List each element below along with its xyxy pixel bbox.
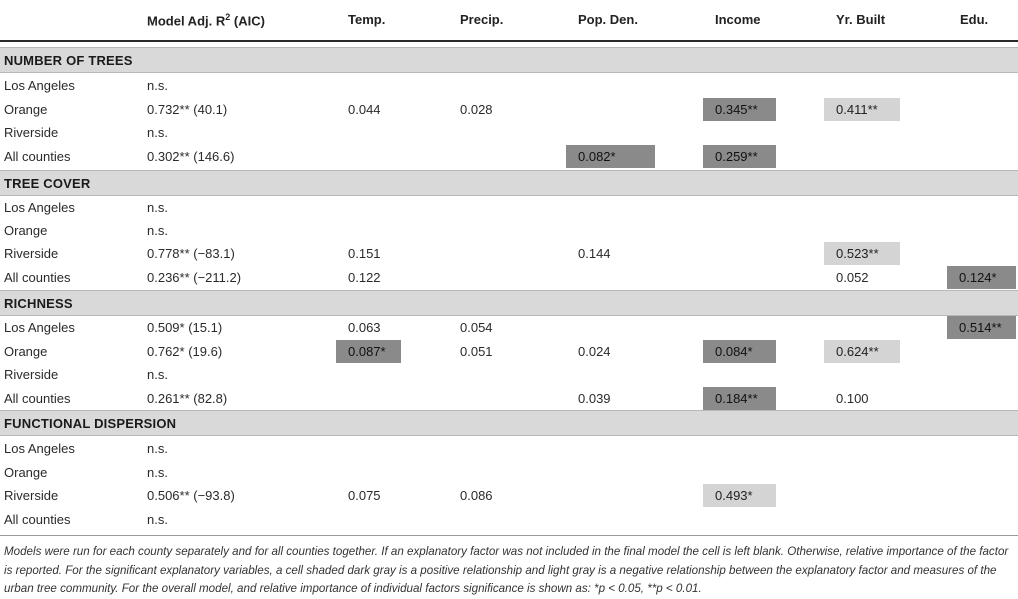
temp-cell: 0.044 [348,102,381,117]
model-cell: n.s. [147,200,168,215]
yrbuilt-cell: 0.100 [836,391,869,406]
positive-shaded-cell: 0.259** [703,145,776,168]
table-row [0,98,1018,121]
table-row [0,461,1018,484]
section-header [0,290,1018,316]
model-cell: n.s. [147,512,168,527]
county-cell: Riverside [4,488,59,503]
section-title: TREE COVER [4,176,91,191]
table-row [0,266,1018,289]
positive-shaded-cell: 0.084* [703,340,776,363]
county-cell: Los Angeles [4,320,75,335]
table-row [0,145,1018,168]
temp-cell: 0.122 [348,270,381,285]
temp-cell: 0.075 [348,488,381,503]
county-cell: Los Angeles [4,78,75,93]
temp-cell: 0.063 [348,320,381,335]
negative-shaded-cell: 0.624** [824,340,900,363]
table-row [0,340,1018,363]
section-title: RICHNESS [4,296,73,311]
model-cell: 0.762* (19.6) [147,344,223,359]
col-header-popden: Pop. Den. [578,12,638,27]
precip-cell: 0.051 [460,344,493,359]
model-cell: 0.732** (40.1) [147,102,228,117]
col-header-income: Income [715,12,761,27]
model-cell: n.s. [147,78,168,93]
positive-shaded-cell: 0.514** [947,316,1016,339]
county-cell: All counties [4,149,71,164]
table-header [0,0,1018,40]
popden-cell: 0.039 [578,391,611,406]
positive-shaded-cell: 0.082* [566,145,655,168]
model-cell: 0.509* (15.1) [147,320,223,335]
county-cell: All counties [4,391,71,406]
county-cell: Orange [4,102,48,117]
table-row [0,74,1018,97]
negative-shaded-cell: 0.493* [703,484,776,507]
positive-shaded-cell: 0.124* [947,266,1016,289]
table-row [0,387,1018,410]
model-cell: n.s. [147,125,168,140]
county-cell: Orange [4,223,48,238]
county-cell: Orange [4,344,48,359]
model-cell: 0.506** (−93.8) [147,488,235,503]
positive-shaded-cell: 0.087* [336,340,401,363]
county-cell: Los Angeles [4,441,75,456]
table-row [0,484,1018,507]
county-cell: Riverside [4,367,59,382]
negative-shaded-cell: 0.523** [824,242,900,265]
county-cell: Orange [4,465,48,480]
yrbuilt-cell: 0.052 [836,270,869,285]
col-header-edu: Edu. [960,12,989,27]
section-header [0,410,1018,436]
precip-cell: 0.054 [460,320,493,335]
model-cell: n.s. [147,223,168,238]
county-cell: Riverside [4,125,59,140]
col-header-yrbuilt: Yr. Built [836,12,886,27]
model-cell: 0.261** (82.8) [147,391,228,406]
table-row [0,316,1018,339]
table-row [0,121,1018,144]
table-row [0,508,1018,531]
county-cell: Riverside [4,246,59,261]
negative-shaded-cell: 0.411** [824,98,900,121]
table-footnote: Models were run for each county separately and for all counties together. If an explanatory factor was not included in the final model the cell is left blank. Otherwise, relative importance of the factor is reported. For the significant explanatory variables, a cell shaded dark gray is a positive relationship and light gray is a negative relationship between the explanatory factor and measures of the urban tree community. For the overall model, and relative importance of individual factors significance is shown as: *p < 0.05, **p < 0.01. [4,545,1009,595]
positive-shaded-cell: 0.345** [703,98,776,121]
col-header-model: Model Adj. $R^2$ (AIC) [147,12,265,29]
county-cell: Los Angeles [4,200,75,215]
header-rule [0,40,1018,42]
popden-cell: 0.144 [578,246,611,261]
model-cell: n.s. [147,367,168,382]
table-row [0,242,1018,265]
table-row [0,219,1018,242]
positive-shaded-cell: 0.184** [703,387,776,410]
model-cell: 0.236** (−211.2) [147,270,242,285]
section-header [0,47,1018,73]
county-cell: All counties [4,512,71,527]
table-bottom-rule [0,535,1018,536]
popden-cell: 0.024 [578,344,611,359]
col-header-temp: Temp. [348,12,386,27]
precip-cell: 0.086 [460,488,493,503]
table-row [0,363,1018,386]
section-title: FUNCTIONAL DISPERSION [4,416,177,431]
county-cell: All counties [4,270,71,285]
model-cell: 0.302** (146.6) [147,149,235,164]
model-cell: n.s. [147,465,168,480]
col-header-precip: Precip. [460,12,504,27]
precip-cell: 0.028 [460,102,493,117]
model-cell: n.s. [147,441,168,456]
model-cell: 0.778** (−83.1) [147,246,235,261]
section-header [0,170,1018,196]
table-row [0,196,1018,219]
temp-cell: 0.151 [348,246,381,261]
section-title: NUMBER OF TREES [4,53,133,68]
table-row [0,437,1018,460]
